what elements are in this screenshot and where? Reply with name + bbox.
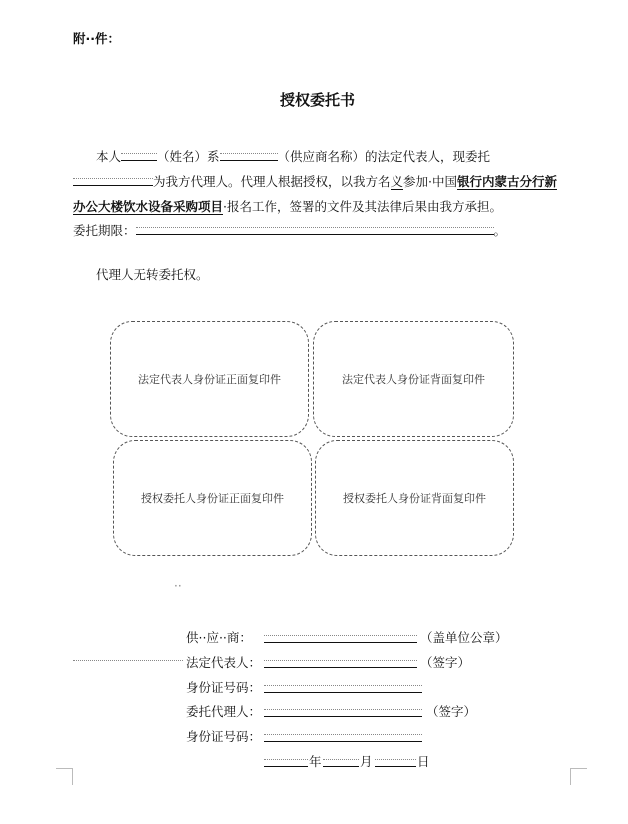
corner-mark-right [570, 768, 587, 785]
box-label: 法定代表人身份证背面复印件 [342, 373, 485, 386]
box-authorized-id-back [315, 440, 514, 556]
paragraph-line-2 [73, 172, 557, 190]
box-legal-rep-id-front [110, 321, 309, 437]
sig-label-id-1: 身份证号码： [186, 680, 262, 695]
text-name-hint: （姓名）系 [157, 149, 220, 164]
date-day-label: 日 [417, 754, 430, 769]
text-ben-ren: 本人 [96, 149, 122, 164]
sig-line-id-2[interactable] [264, 729, 422, 742]
paragraph-line-1 [96, 147, 490, 165]
term-line [73, 221, 506, 239]
text-participate: 参加·中国 [403, 174, 458, 189]
box-label: 法定代表人身份证正面复印件 [138, 373, 281, 386]
date-day-blank[interactable] [375, 754, 416, 767]
agent-blank[interactable] [73, 173, 153, 186]
date-year-label: 年 [309, 754, 322, 769]
no-subdelegation-text: 代理人无转委托权。 [96, 267, 209, 282]
sig-line-legal-rep[interactable] [264, 655, 417, 668]
sig-line-agent[interactable] [264, 704, 422, 717]
box-label: 授权委托人身份证正面复印件 [141, 492, 284, 505]
date-year-blank[interactable] [264, 754, 308, 767]
term-blank[interactable] [136, 222, 494, 235]
sig-line-supplier[interactable] [264, 630, 417, 643]
text-supplier-hint: （供应商名称）的法定代表人，现委托 [277, 149, 491, 164]
sig-note-agent: （签字） [426, 704, 477, 719]
text-yi: 义 [390, 174, 404, 189]
corner-mark-left [56, 768, 73, 785]
sig-label-id-2: 身份证号码： [186, 729, 262, 744]
sig-label-legal-rep: 法定代表人： [186, 655, 262, 670]
box-label: 授权委托人身份证背面复印件 [343, 492, 486, 505]
name-blank[interactable] [121, 148, 157, 161]
sig-line-id-1[interactable] [264, 680, 422, 693]
sig-note-legal-rep: （签字） [420, 655, 471, 670]
text-liability: ·报名工作，签署的文件及其法律后果由我方承担。 [223, 199, 502, 214]
project-name-part2: 办公大楼饮水设备采购项目 [73, 199, 224, 214]
term-end: 。 [493, 223, 507, 238]
text-agent-clause: 为我方代理人。代理人根据授权，以我方名 [153, 174, 391, 189]
sig-label-agent: 委托代理人： [186, 704, 262, 719]
leading-dots [73, 660, 183, 663]
box-authorized-id-front [113, 440, 312, 556]
box-legal-rep-id-back [313, 321, 514, 437]
paragraph-line-3 [73, 197, 502, 215]
supplier-blank[interactable] [220, 148, 278, 161]
date-month-blank[interactable] [323, 754, 359, 767]
attachment-label: 附··件： [73, 31, 120, 46]
stray-dots: ·· [174, 579, 182, 593]
project-name-part1: 银行内蒙古分行新 [457, 174, 558, 189]
date-month-label: 月 [360, 754, 373, 769]
document-title: 授权委托书 [280, 91, 356, 109]
sig-note-supplier: （盖单位公章） [420, 630, 508, 645]
term-label: 委托期限： [73, 223, 136, 238]
sig-label-supplier: 供··应··商： [186, 630, 252, 645]
